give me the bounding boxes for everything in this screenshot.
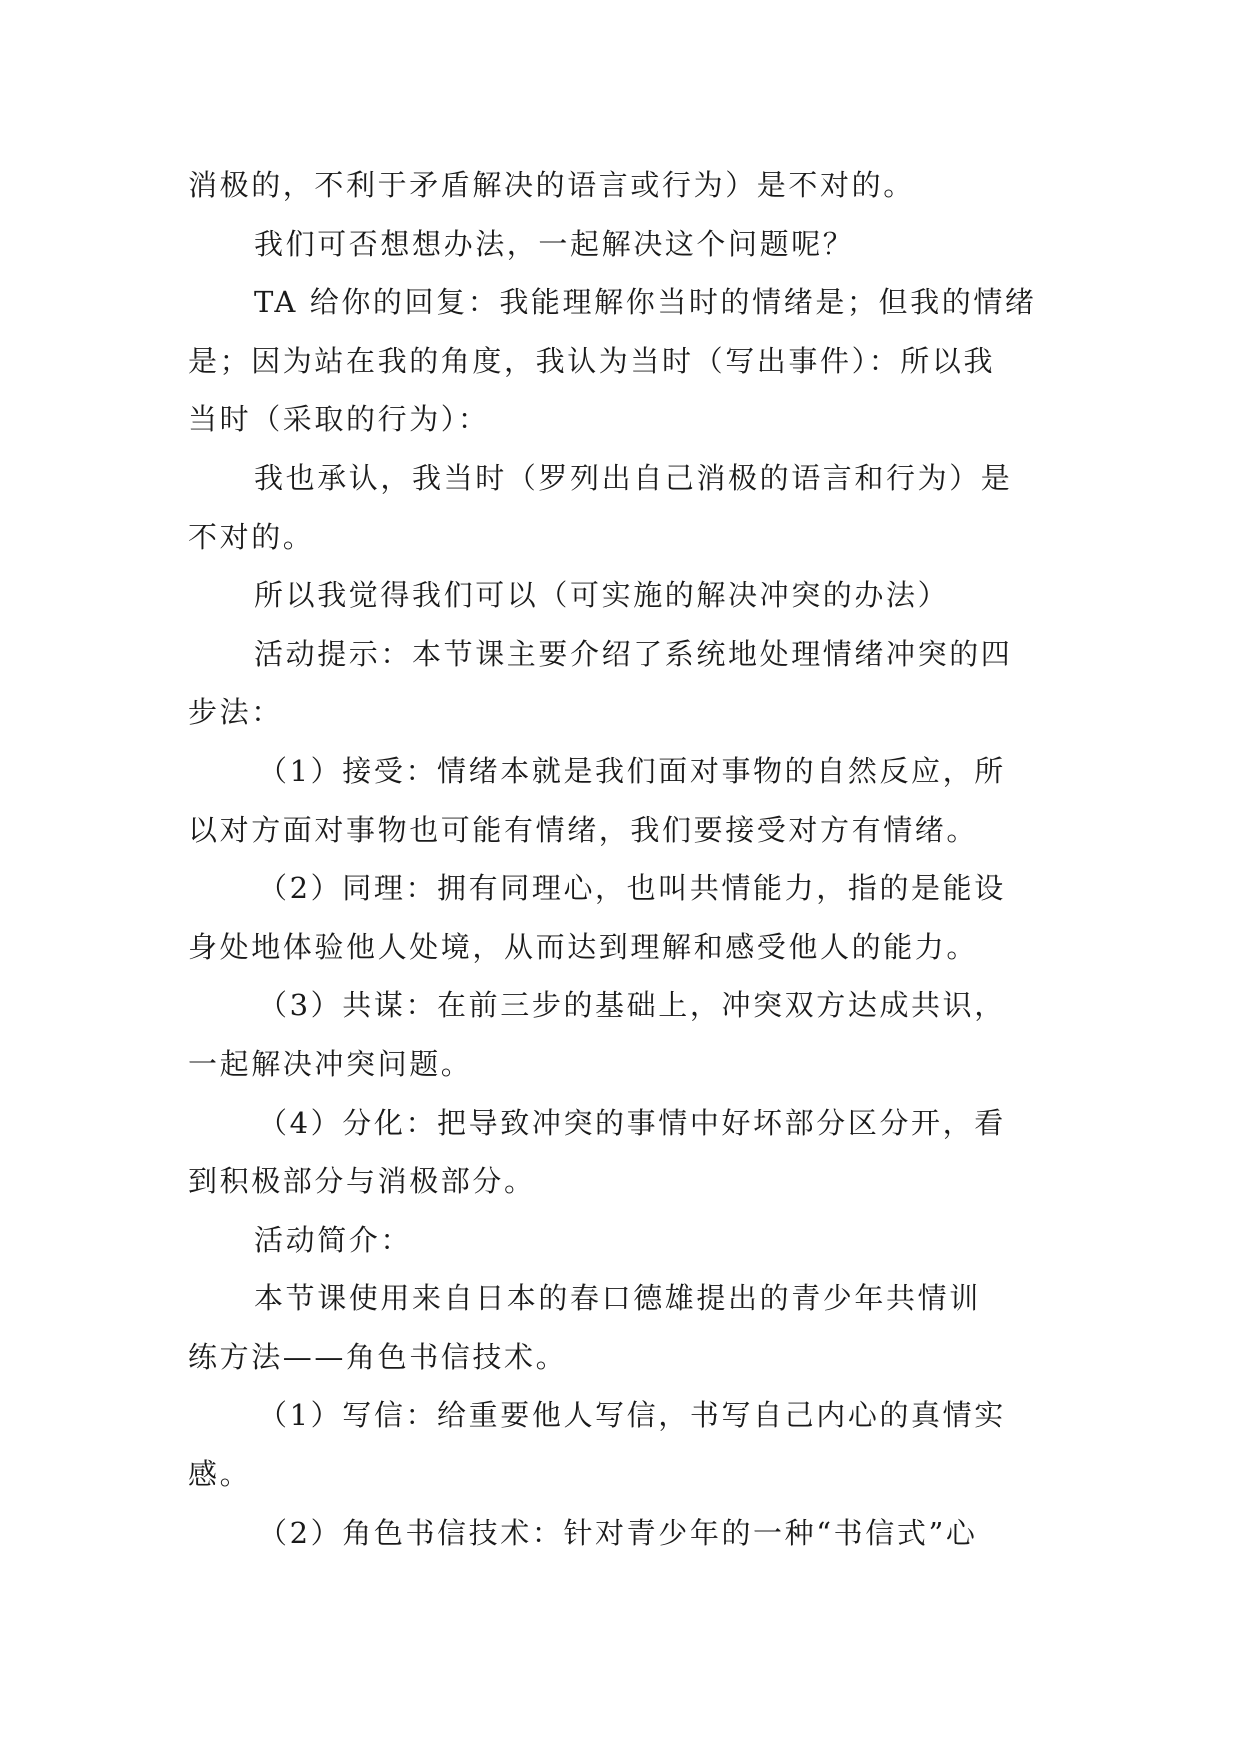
text-line-3: TA 给你的回复：我能理解你当时的情绪是；但我的情绪 xyxy=(254,285,1037,320)
text-line-7: 不对的。 xyxy=(188,519,315,554)
text-line-15: （3）共谋：在前三步的基础上，冲突双方达成共识， xyxy=(258,988,1006,1023)
text-line-18: 到积极部分与消极部分。 xyxy=(188,1164,536,1199)
text-line-1: 消极的，不利于矛盾解决的语言或行为）是不对的。 xyxy=(188,168,915,202)
text-line-9: 活动提示：本节课主要介绍了系统地处理情绪冲突的四 xyxy=(254,636,1013,671)
text-line-19: 活动简介： xyxy=(254,1222,413,1257)
text-line-4: 是；因为站在我的角度，我认为当时（写出事件）：所以我 xyxy=(188,343,996,378)
text-line-20: 本节课使用来自日本的春口德雄提出的青少年共情训 xyxy=(254,1281,981,1316)
text-line-11: （1）接受：情绪本就是我们面对事物的自然反应，所 xyxy=(258,753,1006,788)
text-line-13: （2）同理：拥有同理心，也叫共情能力，指的是能设 xyxy=(258,871,1006,906)
text-line-24: （2）角色书信技术：针对青少年的一种“书信式”心 xyxy=(258,1515,978,1550)
text-line-12: 以对方面对事物也可能有情绪，我们要接受对方有情绪。 xyxy=(188,812,979,847)
text-line-22: （1）写信：给重要他人写信，书写自己内心的真情实 xyxy=(258,1398,1006,1433)
text-line-17: （4）分化：把导致冲突的事情中好坏部分区分开，看 xyxy=(258,1105,1006,1140)
text-line-21: 练方法——角色书信技术。 xyxy=(188,1339,568,1374)
text-line-5: 当时（采取的行为）： xyxy=(188,402,490,437)
text-line-6: 我也承认，我当时（罗列出自己消极的语言和行为）是 xyxy=(254,460,1013,495)
text-line-16: 一起解决冲突问题。 xyxy=(188,1046,473,1081)
text-line-23: 感。 xyxy=(188,1457,252,1492)
text-line-14: 身处地体验他人处境，从而达到理解和感受他人的能力。 xyxy=(188,929,979,964)
text-line-10: 步法： xyxy=(188,695,283,730)
text-line-2: 我们可否想想办法，一起解决这个问题呢？ xyxy=(254,226,855,261)
text-line-8: 所以我觉得我们可以（可实施的解决冲突的办法） xyxy=(254,578,950,613)
body-text xyxy=(188,156,1050,1562)
